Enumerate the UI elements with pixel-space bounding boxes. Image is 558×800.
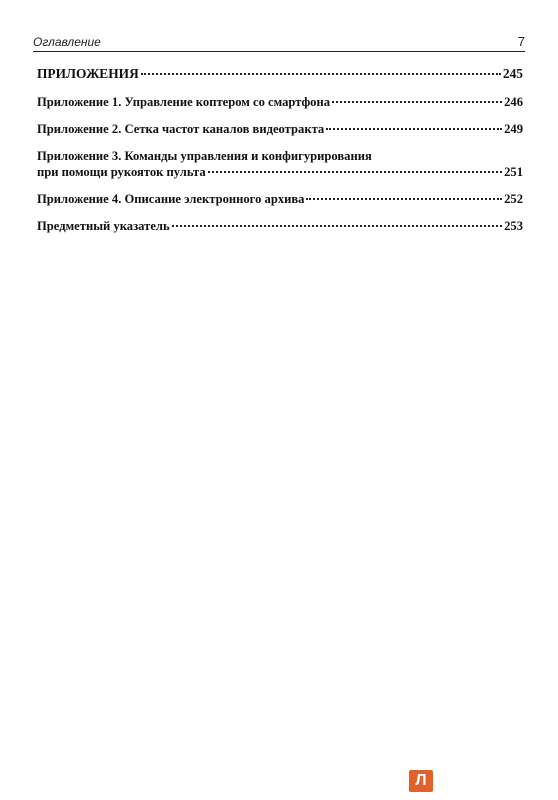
- toc-section-title: ПРИЛОЖЕНИЯ: [37, 66, 139, 81]
- toc-entry-title: Приложение 2. Сетка частот каналов видеотракта: [37, 122, 325, 136]
- toc-entry-title: Приложение 1. Управление коптером со смартфона: [37, 95, 331, 109]
- labirint-logo-icon: [409, 770, 433, 792]
- toc-leader-dots: [332, 101, 502, 103]
- logo-letter: Л: [415, 772, 427, 789]
- toc-entry-title-line-2: при помощи рукояток пульта: [37, 165, 206, 179]
- toc-leader-dots: [306, 198, 502, 200]
- toc-entry-appendix-1[interactable]: [37, 94, 523, 110]
- toc-page-number: 252: [504, 192, 523, 206]
- running-header-title: Оглавление: [33, 35, 101, 49]
- toc-entry-title: Предметный указатель: [37, 219, 170, 233]
- toc-leader-dots: [172, 225, 502, 227]
- toc-entry-appendix-2[interactable]: [37, 121, 523, 137]
- toc-entry-appendix-4[interactable]: [37, 191, 523, 207]
- toc-section-appendices[interactable]: [37, 66, 523, 82]
- toc-leader-dots: [326, 128, 502, 130]
- toc-entry-appendix-3[interactable]: [37, 148, 523, 180]
- toc-entry-title: Приложение 4. Описание электронного архива: [37, 192, 305, 206]
- toc-page-number: 251: [504, 165, 523, 179]
- toc-page-number: 253: [504, 219, 523, 233]
- table-of-contents: [37, 66, 523, 245]
- toc-leader-dots: [208, 171, 502, 173]
- toc-page-number: 246: [504, 95, 523, 109]
- running-header: [33, 34, 525, 52]
- toc-leader-dots: [141, 73, 501, 75]
- toc-entry-subject-index[interactable]: [37, 218, 523, 234]
- running-header-page-number: 7: [517, 34, 525, 49]
- toc-page-number: 249: [504, 122, 523, 136]
- toc-entry-title-line-1: Приложение 3. Команды управления и конфигурирования: [37, 149, 372, 163]
- toc-page-number: 245: [502, 66, 523, 81]
